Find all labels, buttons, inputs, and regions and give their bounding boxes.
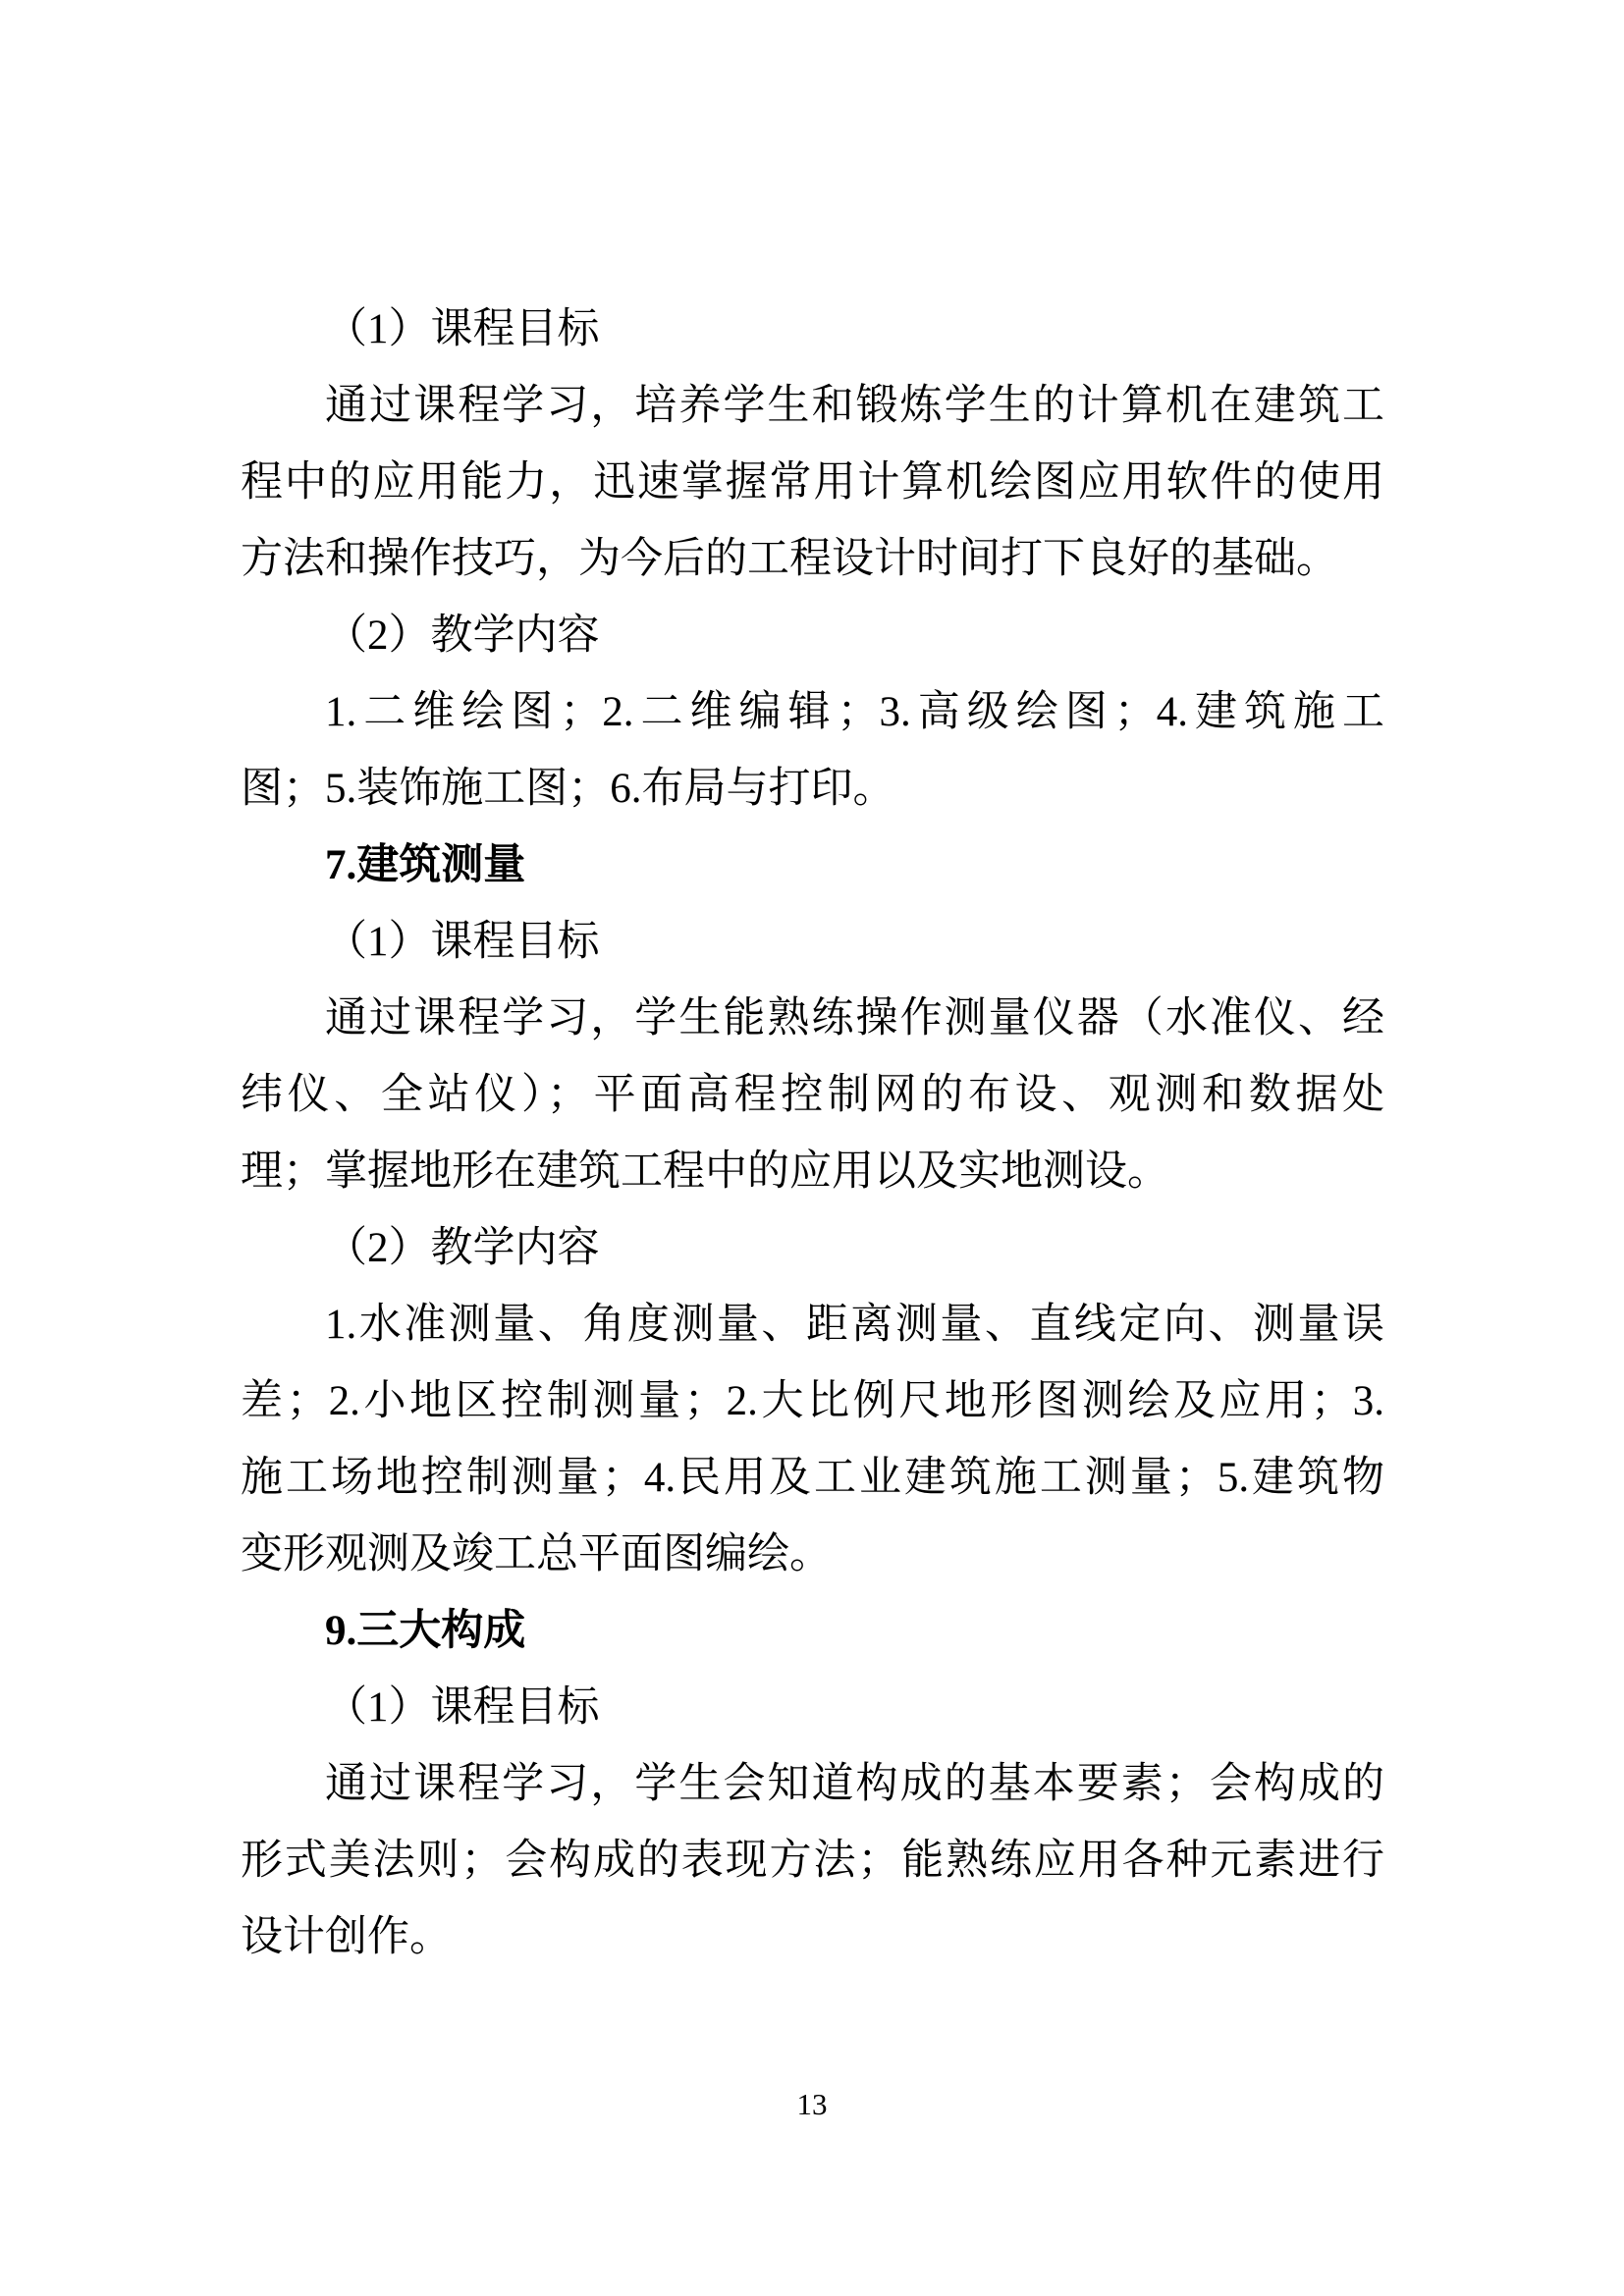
body-text-line: 程中的应用能力，迅速掌握常用计算机绘图应用软件的使用	[241, 459, 1384, 506]
body-text-line: 施工场地控制测量；4.民用及工业建筑施工测量；5.建筑物	[241, 1455, 1384, 1501]
body-text-line: 通过课程学习，学生能熟练操作测量仪器（水准仪、经	[325, 995, 1384, 1041]
subheading-course-objective: （1）课程目标	[325, 919, 600, 965]
body-text-line: 变形观测及竣工总平面图编绘。	[241, 1531, 832, 1577]
body-text-line: 1.水准测量、角度测量、距离测量、直线定向、测量误	[325, 1302, 1384, 1348]
body-text-line: 通过课程学习，培养学生和锻炼学生的计算机在建筑工	[325, 383, 1384, 429]
subheading-course-objective: （1）课程目标	[325, 1684, 600, 1731]
body-text-line: 理；掌握地形在建筑工程中的应用以及实地测设。	[241, 1148, 1169, 1195]
body-text-line: 纬仪、全站仪）；平面高程控制网的布设、观测和数据处	[241, 1072, 1384, 1118]
subheading-teaching-content: （2）教学内容	[325, 1225, 600, 1271]
subheading-teaching-content: （2）教学内容	[325, 613, 600, 659]
body-text-line: 图；5.装饰施工图；6.布局与打印。	[241, 766, 895, 812]
document-body	[241, 292, 1384, 1976]
body-text-line: 1.二维绘图；2.二维编辑；3.高级绘图；4.建筑施工	[325, 689, 1384, 735]
body-text-line: 通过课程学习，学生会知道构成的基本要素；会构成的	[325, 1761, 1384, 1807]
page-number: 13	[796, 2087, 828, 2121]
section-heading-9-three-compositions: 9.三大构成	[325, 1608, 526, 1654]
body-text-line: 方法和操作技巧，为今后的工程设计时间打下良好的基础。	[241, 536, 1338, 582]
section-heading-7-building-surveying: 7.建筑测量	[325, 842, 526, 888]
body-text-line: 设计创作。	[241, 1914, 452, 1960]
body-text-line: 差；2.小地区控制测量；2.大比例尺地形图测绘及应用；3.	[241, 1378, 1384, 1424]
body-text-line: 形式美法则；会构成的表现方法；能熟练应用各种元素进行	[241, 1838, 1384, 1884]
subheading-course-objective: （1）课程目标	[325, 306, 600, 352]
